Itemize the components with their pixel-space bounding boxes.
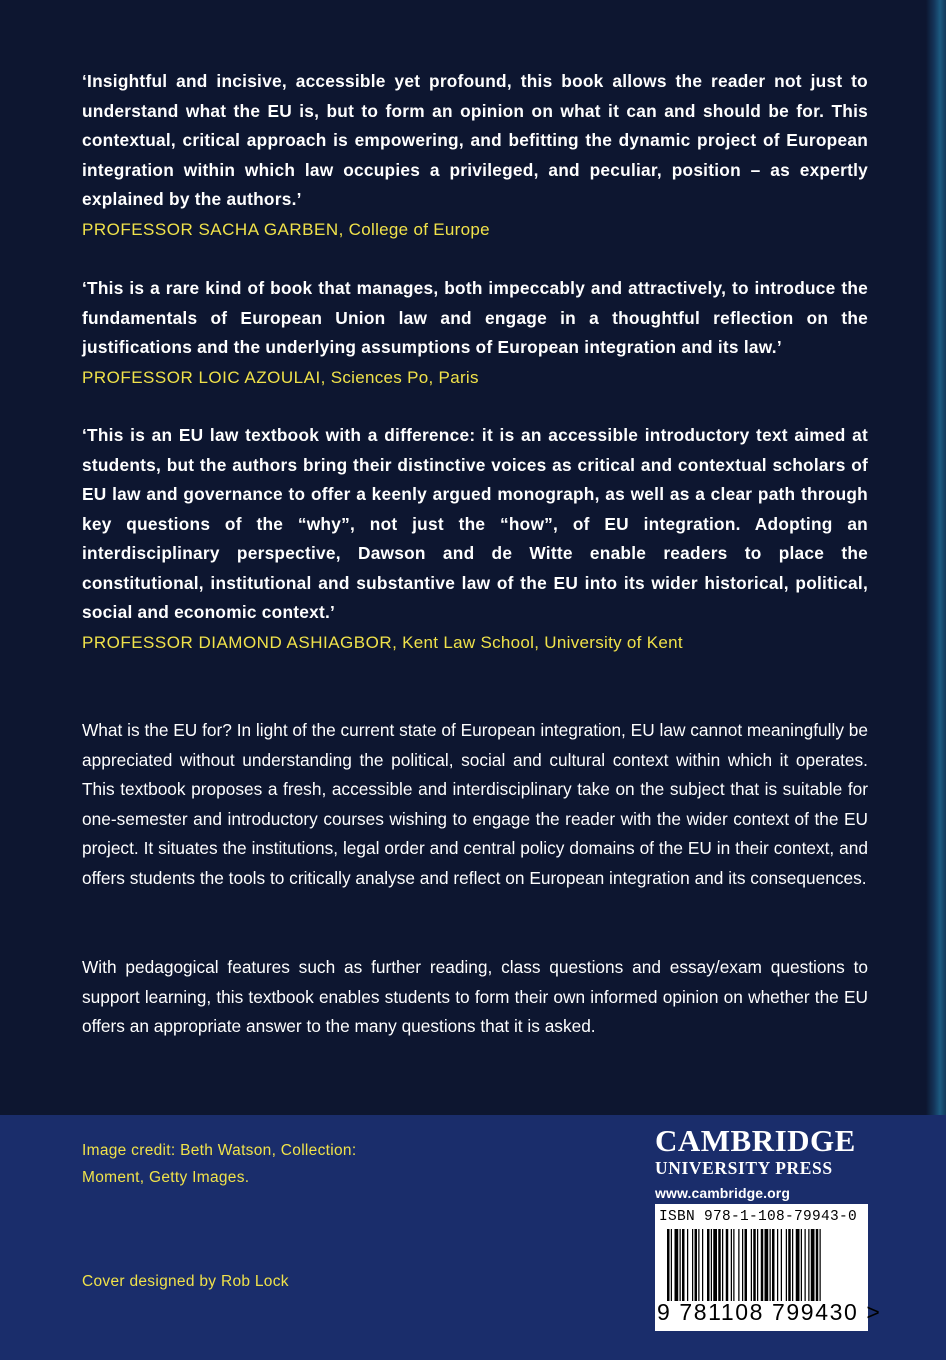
cover-designer-credit: Cover designed by Rob Lock: [82, 1273, 289, 1290]
publisher-subtitle: UNIVERSITY PRESS: [655, 1158, 833, 1178]
reviewer-name: PROFESSOR LOIC AZOULAI: [82, 367, 321, 387]
barcode-bar: [816, 1229, 819, 1301]
barcode-bar: [772, 1229, 775, 1301]
barcode-bar: [698, 1229, 699, 1301]
barcode-bar: [792, 1229, 793, 1301]
review-quote: [82, 274, 868, 390]
barcode-bar: [667, 1229, 670, 1301]
barcode-bar: [770, 1229, 771, 1301]
barcode-bar: [820, 1229, 821, 1301]
barcode-bar: [751, 1229, 752, 1301]
barcode-icon: [667, 1229, 859, 1301]
barcode-bar: [777, 1229, 778, 1301]
barcode-bar: [796, 1229, 800, 1301]
reviewer-affiliation: , Sciences Po, Paris: [320, 367, 479, 387]
barcode-bar: [805, 1229, 806, 1301]
publisher-name: CAMBRIDGE: [655, 1123, 856, 1158]
publisher-logo: [655, 1125, 867, 1201]
barcode-bar: [711, 1229, 712, 1301]
barcode-bar: [757, 1229, 758, 1301]
book-description-features: With pedagogical features such as further reading, class questions and essay/exam questions to support learning, this textbook enables students to form their own informed opinion on whether the EU offers an appropriate answer to the many questions that it is asked.: [82, 957, 868, 1036]
cover-image-edge: [926, 0, 946, 1115]
barcode-bar: [675, 1229, 679, 1301]
barcode-bar: [718, 1229, 721, 1301]
reviewer-line: [82, 218, 868, 242]
reviewer-affiliation: , College of Europe: [338, 219, 490, 239]
publisher-url: www.cambridge.org: [655, 1185, 790, 1201]
barcode-digits: 9 781108 799430 >: [657, 1299, 882, 1325]
reviewer-affiliation: , Kent Law School, University of Kent: [392, 632, 683, 652]
book-description: What is the EU for? In light of the current state of European integration, EU law cannot meaningfully be appreciated without understanding the political, social and cultural context within which it operates. This textbook proposes a fresh, accessible and interdisciplinary take on the subject that is suitable for one-semester and introductory courses wishing to engage the reader with the wider context of the EU project. It situates the institutions, legal order and central policy domains of the EU in their context, and offers students the tools to critically analyse and reflect on European integration and its consequences.: [82, 720, 868, 888]
barcode-bar: [745, 1229, 748, 1301]
barcode-bar: [692, 1229, 693, 1301]
barcode-bar: [722, 1229, 723, 1301]
barcode-bar: [788, 1229, 791, 1301]
isbn-label: ISBN 978-1-108-79943-0: [659, 1209, 858, 1225]
barcode-bar: [726, 1229, 729, 1301]
barcode-bar: [702, 1229, 703, 1301]
review-text: ‘This is an EU law textbook with a difference: it is an accessible introductory text aimed at students, but the authors bring their distinctive voices as critical and contextual scholars of EU law and governance to offer a keenly argued monograph, as well as a clear path through key questions of the “why”, not just the “how”, of EU integration. Adopting an interdisciplinary perspective, Dawson and de Witte enable readers to place the constitutional, institutional and substantive law of the EU into its wider historical, political, social and economic context.’: [82, 425, 868, 622]
barcode-bar: [707, 1229, 710, 1301]
barcode-bar: [742, 1229, 743, 1301]
barcode-bar: [811, 1229, 815, 1301]
barcode-bar: [786, 1229, 787, 1301]
review-text: ‘This is a rare kind of book that manages, both impeccably and attractively, to introduce the fundamentals of European Union law and engage in a thoughtful reflection on the justifications and the underlying assumptions of European integration and its law.’: [82, 278, 868, 357]
barcode-bar: [801, 1229, 802, 1301]
image-credit-line: Moment, Getty Images.: [82, 1169, 250, 1186]
barcode-bar: [682, 1229, 685, 1301]
reviewer-line: [82, 631, 868, 655]
barcode-bar: [713, 1229, 717, 1301]
image-credit-line: Image credit: Beth Watson, Collection:: [82, 1142, 357, 1159]
reviewer-line: [82, 366, 868, 390]
review-quote: [82, 67, 868, 242]
review-text: ‘Insightful and incisive, accessible yet profound, this book allows the reader not just to understand what the EU is, but to form an opinion on what it can and should be for. This contextual, critical approach is empowering, and befitting the dynamic project of European integration within which law occupies a privileged, and peculiar, position – as expertly explained by the authors.’: [82, 71, 868, 209]
barcode-bar: [808, 1229, 809, 1301]
barcode-bar: [753, 1229, 756, 1301]
publisher-panel: [0, 1115, 946, 1360]
barcode-bar: [687, 1229, 688, 1301]
barcode-bar: [731, 1229, 732, 1301]
review-quote: [82, 421, 868, 655]
barcode-bar: [781, 1229, 782, 1301]
barcode-bar: [738, 1229, 739, 1301]
barcode-bar: [761, 1229, 764, 1301]
barcode-bar: [765, 1229, 769, 1301]
reviewer-name: PROFESSOR DIAMOND ASHIAGBOR: [82, 632, 393, 652]
barcode-bar: [733, 1229, 734, 1301]
image-credit: [82, 1137, 356, 1191]
barcode-bar: [695, 1229, 698, 1301]
reviewer-name: PROFESSOR SACHA GARBEN: [82, 219, 339, 239]
barcode-bar: [680, 1229, 681, 1301]
barcode-bar: [671, 1229, 672, 1301]
isbn-barcode: [655, 1204, 882, 1331]
